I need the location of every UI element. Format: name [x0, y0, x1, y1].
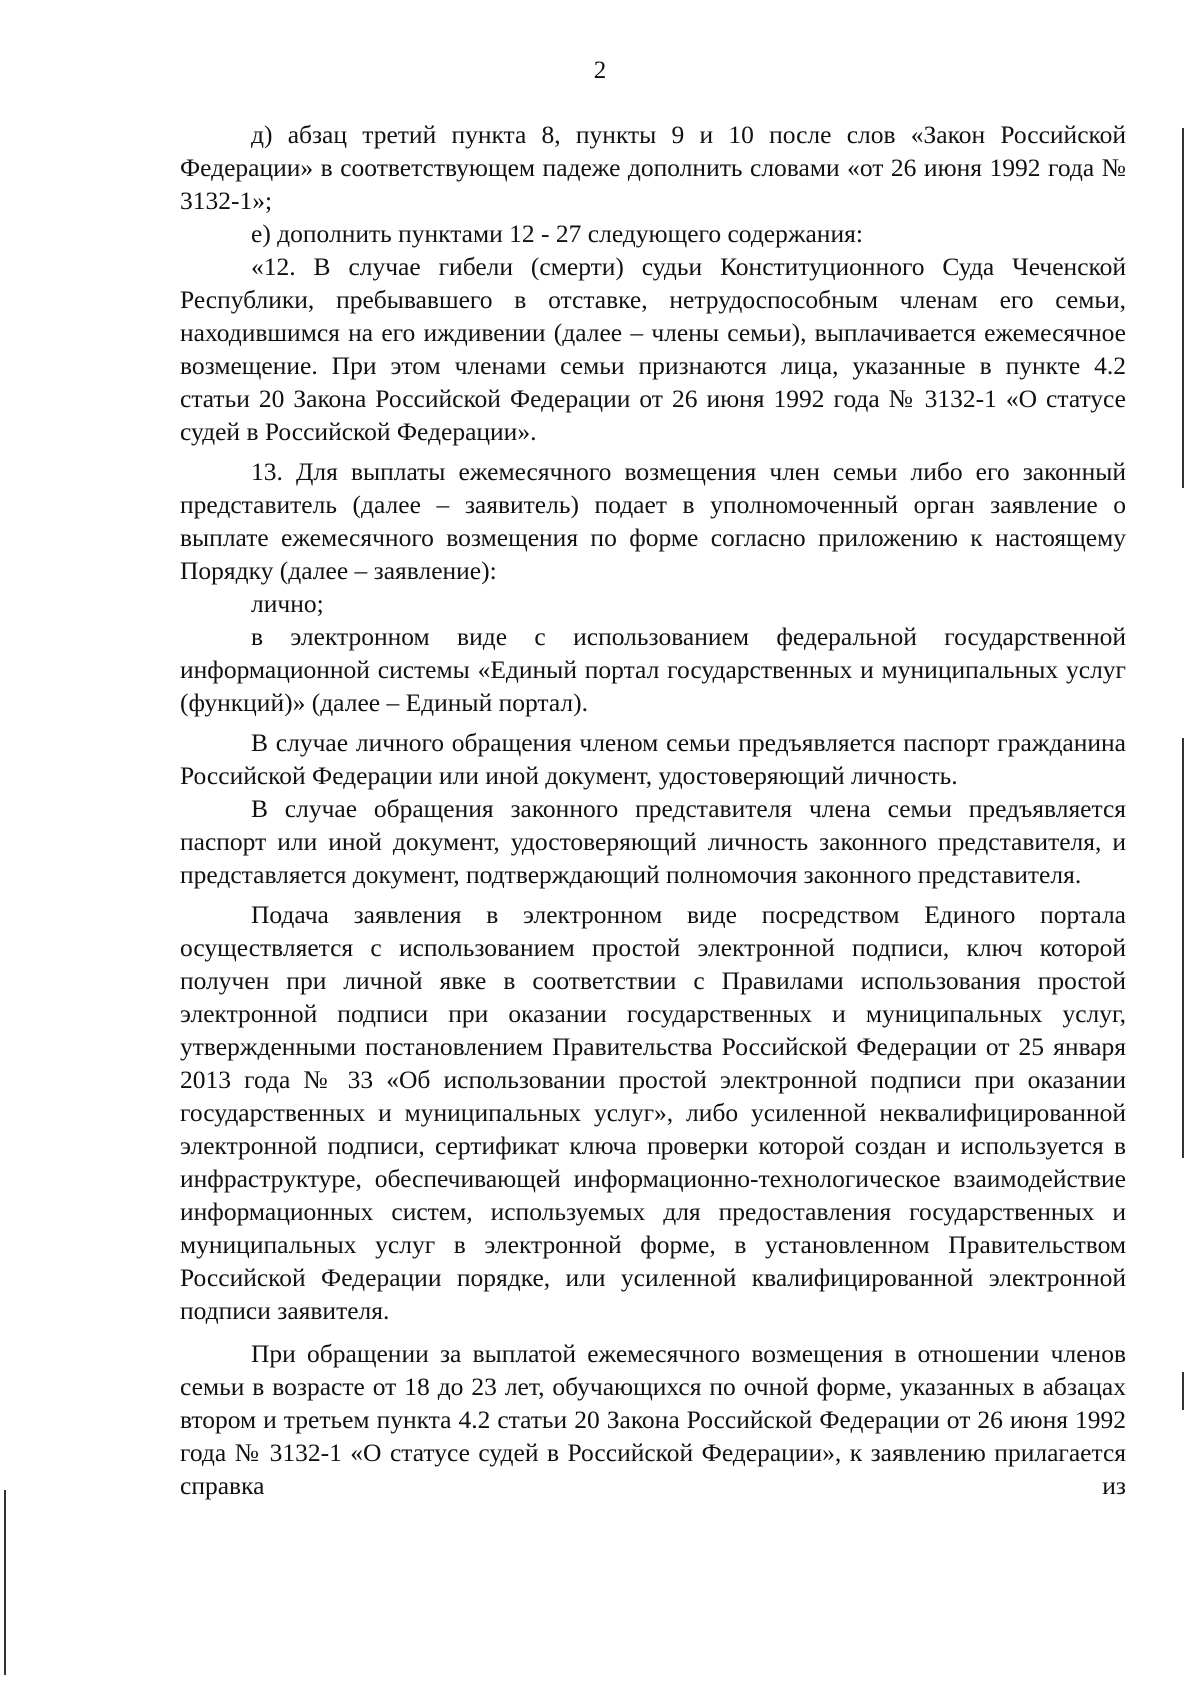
paragraph-in-person: лично; — [251, 589, 324, 618]
page-number: 2 — [593, 57, 607, 84]
scan-edge-mark-right-top — [1182, 128, 1184, 488]
paragraph-item-13: 13. Для выплаты ежемесячного возмещения член семьи либо его законный представитель (далее – заявитель) подает в уполномоченный орган заявление о выплате ежемесячного возмещения по форме согласно приложению к настоящему Порядку (далее – заявление): — [180, 457, 1126, 585]
paragraph-legal-representative: В случае обращения законного представителя члена семьи предъявляется паспорт или иной документ, удостоверяющий личность законного представителя, и представляется документ, подтверждающий полномочия законного представителя. — [180, 794, 1126, 889]
paragraph-personal-appeal: В случае личного обращения членом семьи предъявляется паспорт гражданина Российской Федерации или иной документ, удостоверяющий личность. — [180, 728, 1126, 790]
scan-edge-mark-right-bottom — [1182, 1372, 1184, 1410]
paragraph-students-18-23: При обращении за выплатой ежемесячного возмещения в отношении членов семьи в возрасте от 18 до 23 лет, обучающихся по очной форме, указанных в абзацах втором и третьем пункта 4.2 статьи 20 Закона Российской Федерации от 26 июня 1992 года № 3132-1 «О статусе судей в Российской Федерации», к заявлению прилагается справка из — [180, 1339, 1126, 1500]
document-body — [180, 118, 1126, 1502]
paragraph-amendment-d: д) абзац третий пункта 8, пункты 9 и 10 после слов «Закон Российской Федерации» в соответствующем падеже дополнить словами «от 26 июня 1992 года № 3132-1»; — [180, 120, 1126, 215]
paragraph-amendment-e: е) дополнить пунктами 12 - 27 следующего содержания: — [251, 219, 863, 248]
paragraph-electronic-signature: Подача заявления в электронном виде посредством Единого портала осуществляется с использованием простой электронной подписи, ключ которой получен при личной явке в соответствии с Правилами использования простой электронной подписи при оказании государственных и муниципальных услуг, утвержденными постановлением Правительства Российской Федерации от 25 января 2013 года № 33 «Об использовании простой электронной подписи при оказании государственных и муниципальных услуг», либо усиленной неквалифицированной электронной подписи, сертификат ключа проверки которой создан и используется в инфраструктуре, обеспечивающей информационно-технологическое взаимодействие информационных систем, используемых для предоставления государственных и муниципальных услуг в электронной форме, в установленном Правительством Российской Федерации порядке, или усиленной квалифицированной электронной подписи заявителя. — [180, 900, 1126, 1325]
scan-edge-mark-right-middle — [1182, 738, 1184, 1158]
paragraph-item-12: «12. В случае гибели (смерти) судьи Конституционного Суда Чеченской Республики, пребывавшего в отставке, нетрудоспособным членам его семьи, находившимся на его иждивении (далее – члены семьи), выплачивается ежемесячное возмещение. При этом членами семьи признаются лица, указанные в пункте 4.2 статьи 20 Закона Российской Федерации от 26 июня 1992 года № 3132-1 «О статусе судей в Российской Федерации». — [180, 252, 1126, 446]
scan-edge-mark-left-bottom — [4, 1490, 6, 1675]
paragraph-electronic: в электронном виде с использованием федеральной государственной информационной системы «Единый портал государственных и муниципальных услуг (функций)» (далее – Единый портал). — [180, 622, 1126, 717]
